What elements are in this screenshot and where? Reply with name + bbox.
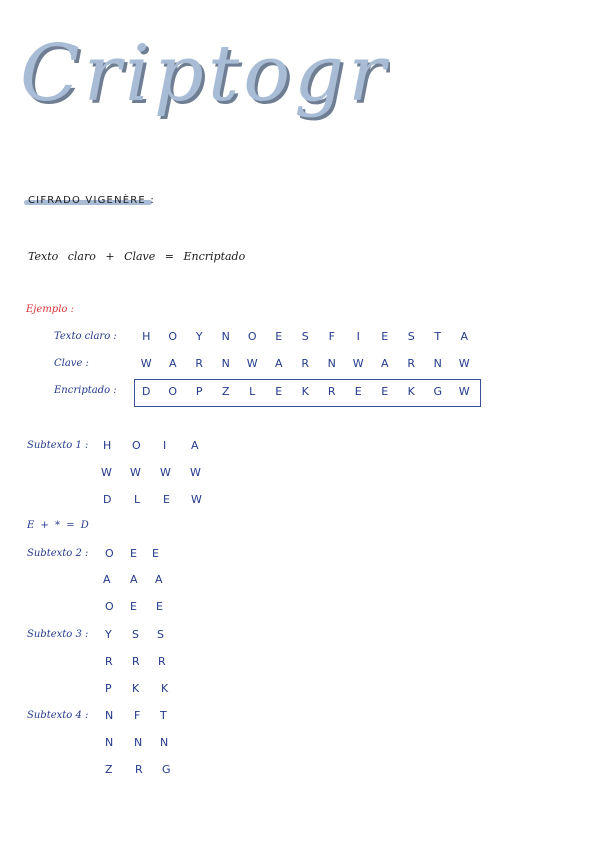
title-text: Criptogr xyxy=(20,29,390,119)
plain-row xyxy=(133,330,478,343)
subtext-2-label: Subtexto 2 : xyxy=(27,548,89,559)
plain-letter: O xyxy=(247,330,257,343)
subtext-letter: W xyxy=(130,466,141,479)
subtext-letter: W xyxy=(190,466,201,479)
svg-text:Criptografía: Criptogr xyxy=(23,32,390,122)
key-letter: W xyxy=(246,357,258,370)
subtext-letter: I xyxy=(163,439,167,452)
key-row xyxy=(133,357,478,370)
subtext-letter: T xyxy=(160,709,167,722)
subtext-letter: P xyxy=(105,682,112,695)
key-letter: A xyxy=(380,357,389,370)
plain-letter: E xyxy=(381,330,389,343)
subtext-letter: N xyxy=(105,709,114,722)
subtext-letter: Z xyxy=(105,763,113,776)
key-letter: W xyxy=(140,357,152,370)
cipher-letter: R xyxy=(327,385,336,398)
subtext-letter: R xyxy=(105,655,113,668)
plain-letter: S xyxy=(407,330,415,343)
cipher-letter: E xyxy=(354,385,362,398)
subtext-letter: O xyxy=(105,600,114,613)
cipher-label: Encriptado : xyxy=(54,385,117,396)
plain-label: Texto claro : xyxy=(54,331,117,342)
cipher-letter: K xyxy=(301,385,309,398)
plain-letter: F xyxy=(328,330,335,343)
cipher-letter: O xyxy=(168,385,178,398)
plain-letter: H xyxy=(142,330,151,343)
example-label: Ejemplo : xyxy=(26,304,74,315)
subtext-letter: H xyxy=(103,439,112,452)
cipher-letter: E xyxy=(275,385,283,398)
subtext-4-label: Subtexto 4 : xyxy=(27,710,89,721)
subtext-letter: O xyxy=(132,439,141,452)
subtext-letter: K xyxy=(132,682,140,695)
key-letter: A xyxy=(168,357,177,370)
section-heading: CIFRADO VIGENÈRE : xyxy=(28,195,155,206)
subtext-letter: L xyxy=(134,493,141,506)
subtext-letter: W xyxy=(191,493,202,506)
key-letter: N xyxy=(433,357,442,370)
cipher-row xyxy=(133,385,478,398)
plain-letter: T xyxy=(434,330,442,343)
subtext-letter: E xyxy=(130,600,137,613)
subtext-1-label: Subtexto 1 : xyxy=(27,440,89,451)
subtext-letter: E xyxy=(152,547,159,560)
subtext-letter: K xyxy=(161,682,169,695)
cipher-letter: L xyxy=(249,385,256,398)
subtext-letter: E xyxy=(156,600,163,613)
key-letter: W xyxy=(352,357,364,370)
cipher-letter: Z xyxy=(221,385,230,398)
key-letter: W xyxy=(458,357,470,370)
subtext-3-label: Subtexto 3 : xyxy=(27,629,89,640)
subtext-letter: W xyxy=(160,466,171,479)
key-letter: R xyxy=(195,357,204,370)
subtext-letter: N xyxy=(105,736,114,749)
plain-letter: E xyxy=(275,330,283,343)
subtext-letter: E xyxy=(163,493,170,506)
plain-letter: N xyxy=(221,330,230,343)
page-title xyxy=(20,18,390,158)
key-letter: R xyxy=(407,357,416,370)
subtext-letter: O xyxy=(105,547,114,560)
cipher-letter: G xyxy=(433,385,443,398)
subtext-letter: R xyxy=(135,763,143,776)
subtext-letter: D xyxy=(103,493,112,506)
subtext-letter: E xyxy=(130,547,137,560)
key-letter: R xyxy=(301,357,310,370)
subtext-letter: W xyxy=(101,466,112,479)
subtext-letter: A xyxy=(103,573,111,586)
subtext-letter: S xyxy=(157,628,164,641)
cipher-letter: E xyxy=(381,385,389,398)
note: E + * = D xyxy=(27,520,89,531)
plain-letter: Y xyxy=(195,330,203,343)
key-letter: N xyxy=(221,357,230,370)
subtext-letter: S xyxy=(132,628,139,641)
plain-letter: S xyxy=(301,330,309,343)
plain-letter: A xyxy=(460,330,469,343)
key-letter: N xyxy=(327,357,336,370)
cipher-letter: D xyxy=(142,385,151,398)
subtext-letter: N xyxy=(134,736,143,749)
subtext-letter: Y xyxy=(105,628,112,641)
subtext-letter: R xyxy=(132,655,140,668)
subtext-letter: R xyxy=(158,655,166,668)
cipher-letter: K xyxy=(407,385,415,398)
subtext-letter: A xyxy=(130,573,138,586)
subtext-letter: A xyxy=(191,439,199,452)
cipher-letter: P xyxy=(195,385,203,398)
formula: Texto claro + Clave = Encriptado xyxy=(28,250,246,263)
subtext-letter: G xyxy=(162,763,171,776)
plain-letter: O xyxy=(168,330,178,343)
subtext-letter: F xyxy=(134,709,141,722)
plain-letter: I xyxy=(356,330,360,343)
key-label: Clave : xyxy=(54,358,89,369)
subtext-letter: A xyxy=(155,573,163,586)
cipher-letter: W xyxy=(458,385,470,398)
key-letter: A xyxy=(274,357,283,370)
subtext-letter: N xyxy=(160,736,169,749)
title-lettering xyxy=(20,18,390,158)
